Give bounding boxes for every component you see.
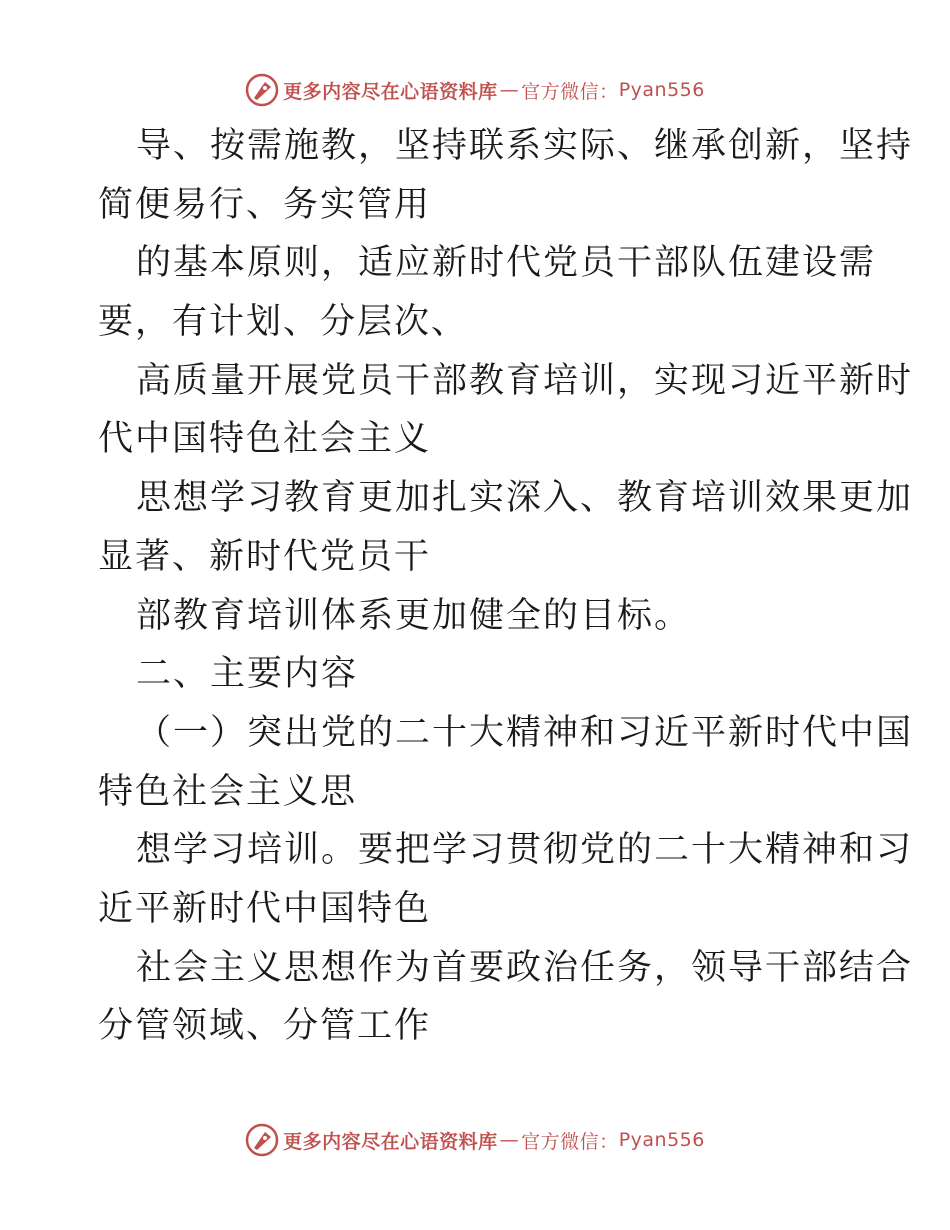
text-line: 代中国特色社会主义	[98, 419, 432, 460]
header-banner	[0, 70, 950, 110]
text-line: 部教育培训体系更加健全的目标。	[136, 595, 692, 636]
banner-wechat-id: Pyan556	[618, 1129, 705, 1151]
banner-separator: —	[499, 79, 520, 101]
section-heading: 二、主要内容	[136, 654, 359, 695]
text-line: 要，有计划、分层次、	[98, 302, 469, 343]
banner-site-text: 更多内容尽在心语资料库	[283, 80, 498, 103]
banner-wechat-label: 官方微信：	[521, 1130, 619, 1153]
banner-wechat-label: 官方微信：	[521, 80, 619, 103]
text-line: 的基本原则，适应新时代党员干部队伍建设需	[136, 243, 877, 284]
text-line: 高质量开展党员干部教育培训，实现习近平新时	[136, 360, 914, 401]
text-line: 思想学习教育更加扎实深入、教育培训效果更加	[136, 478, 914, 519]
text-line: 分管领域、分管工作	[98, 1006, 432, 1047]
subsection-heading: （一）突出党的二十大精神和习近平新时代中国	[136, 712, 914, 753]
text-line: 简便易行、务实管用	[98, 184, 432, 225]
footer-banner	[0, 1120, 950, 1160]
text-line: 想学习培训。要把学习贯彻党的二十大精神和习	[136, 830, 914, 871]
banner-wechat-id: Pyan556	[618, 79, 705, 101]
text-line: 显著、新时代党员干	[98, 536, 432, 577]
text-line: 特色社会主义思	[98, 771, 358, 812]
document-body	[98, 117, 914, 1056]
text-line: 近平新时代中国特色	[98, 888, 432, 929]
banner-site-text: 更多内容尽在心语资料库	[283, 1130, 498, 1153]
pen-nib-logo-icon	[245, 73, 279, 107]
text-line: 导、按需施教，坚持联系实际、继承创新，坚持	[136, 126, 914, 166]
pen-nib-logo-icon	[245, 1123, 279, 1157]
text-line: 社会主义思想作为首要政治任务，领导干部结合	[136, 947, 914, 988]
banner-separator: —	[499, 1129, 520, 1151]
